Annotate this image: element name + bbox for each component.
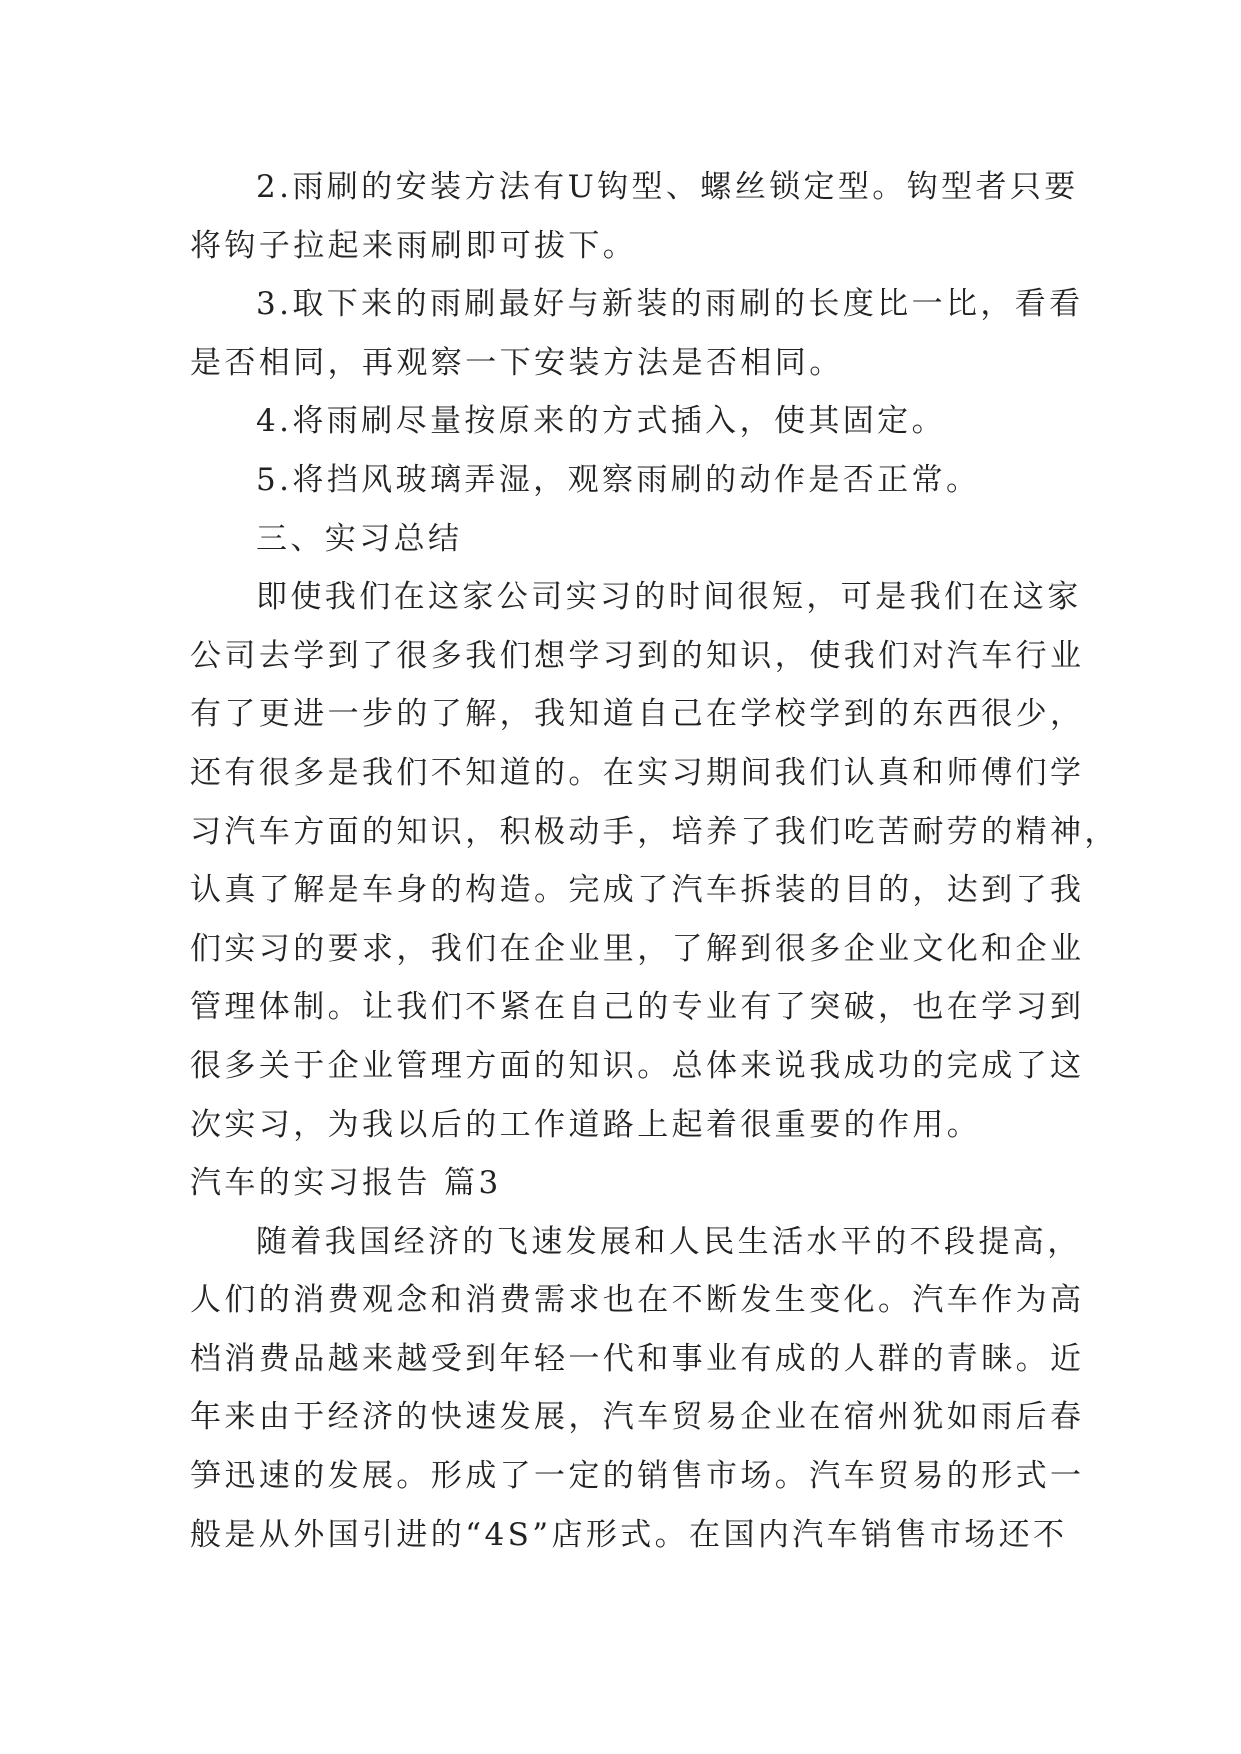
text-line: 3.取下来的雨刷最好与新装的雨刷的长度比一比，看看 <box>256 286 1084 323</box>
text-line: 人们的消费观念和消费需求也在不断发生变化。汽车作为高 <box>190 1282 1085 1319</box>
text-line: 们实习的要求，我们在企业里，了解到很多企业文化和企业 <box>190 930 1085 967</box>
paragraph-step-5 <box>190 451 1056 510</box>
text-line: 认真了解是车身的构造。完成了汽车拆装的目的，达到了我 <box>190 872 1085 909</box>
text-line: 次实习，为我以后的工作道路上起着很重要的作用。 <box>190 1106 982 1143</box>
paragraph-step-3 <box>190 275 1084 392</box>
text-line: 管理体制。让我们不紧在自己的专业有了突破，也在学习到 <box>190 989 1085 1026</box>
paragraph-summary <box>190 568 1119 1154</box>
text-line: 是否相同，再观察一下安装方法是否相同。 <box>190 344 844 381</box>
text-line: 很多关于企业管理方面的知识。总体来说我成功的完成了这 <box>190 1047 1085 1084</box>
text-line: 笋迅速的发展。形成了一定的销售市场。汽车贸易的形式一 <box>190 1458 1085 1495</box>
text-line: 有了更进一步的了解，我知道自己在学校学到的东西很少， <box>190 696 1085 733</box>
paragraph-intro-part-3 <box>190 1213 1085 1565</box>
text-line: 汽车的实习报告 篇3 <box>190 1165 502 1202</box>
paragraph-step-2 <box>190 158 1079 275</box>
text-line: 2.雨刷的安装方法有U钩型、螺丝锁定型。钩型者只要 <box>256 169 1079 205</box>
text-line: 档消费品越来越受到年轻一代和事业有成的人群的青睐。近 <box>190 1340 1085 1377</box>
text-line: 随着我国经济的飞速发展和人民生活水平的不段提高， <box>256 1223 1082 1260</box>
text-line: 5.将挡风玻璃弄湿，观察雨刷的动作是否正常。 <box>256 461 981 498</box>
section-heading-summary <box>190 510 1056 569</box>
text-line: 将钩子拉起来雨刷即可拔下。 <box>190 227 638 264</box>
text-line: 公司去学到了很多我们想学习到的知识，使我们对汽车行业 <box>190 637 1085 674</box>
article-heading-part-3 <box>190 1154 1056 1213</box>
text-line: 即使我们在这家公司实习的时间很短，可是我们在这家 <box>256 579 1082 616</box>
text-line: 4.将雨刷尽量按原来的方式插入，使其固定。 <box>256 403 946 440</box>
text-line: 年来由于经济的快速发展，汽车贸易企业在宿州犹如雨后春 <box>190 1399 1085 1436</box>
text-line: 还有很多是我们不知道的。在实习期间我们认真和师傅们学 <box>190 754 1085 791</box>
paragraph-step-4 <box>190 392 1056 451</box>
text-line: 三、实习总结 <box>256 520 463 557</box>
text-line: 般是从外国引进的“4S”店形式。在国内汽车销售市场还不 <box>190 1516 1068 1553</box>
text-line: 习汽车方面的知识，积极动手，培养了我们吃苦耐劳的精神， <box>190 813 1119 850</box>
document-body <box>190 158 1119 1564</box>
